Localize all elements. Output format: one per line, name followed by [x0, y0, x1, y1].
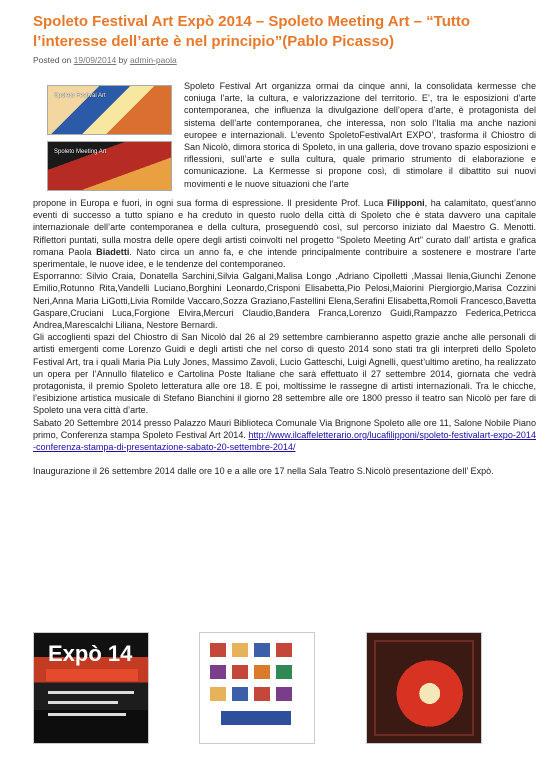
thumbnail-image-2[interactable]	[47, 141, 172, 191]
para1-bold-filipponi: Filipponi	[386, 198, 425, 208]
poster-text-line	[48, 701, 118, 704]
poster-text-line	[48, 713, 126, 716]
intro-paragraph: Spoleto Festival Art organizza ormai da cinque anni, la consolidata kermesse che coniuga l’arte, la cultura, e valorizzazione del territorio. E’, tra le esposizioni d’arte contemporanea, che influenza la divulgazione dell’opera d’arte, è protagonista del sistema dell’arte contemporanea, che interessa, non solo l’Italia ma anche nazioni europee e internazionali. L’evento SpoletoFestivalArt EXPO’, trasforma il Chiostro di San Nicolò, dimora storica di Spoleto, in una galleria, dove trovano spazio esposizioni e riflessioni, sull’arte e sulla cultura, quale primario strumento di elaborazione e comunicazione. La Kermesse si propone così, di stimolare il dibattito sui nuovi movimenti e le nuove situazioni che l’arte	[184, 81, 536, 189]
poster-title: Expò 14	[48, 641, 133, 666]
intro-thumbnails	[33, 80, 178, 197]
press-conference-paragraph	[33, 417, 536, 454]
gallery-image-painting[interactable]	[366, 632, 482, 744]
thumbnail-1-caption: Spoleto Festival Art	[54, 93, 106, 99]
image-gallery	[33, 632, 503, 744]
gallery-image-collage[interactable]	[199, 632, 315, 744]
collage-tile	[254, 665, 270, 679]
posted-on-label: Posted on	[33, 55, 72, 65]
artists-paragraph: Esporranno: Silvio Craia, Donatella Sarchini,Silvia Galgani,Malisa Longo ,Adriano Cipolletti ,Massai Ilenia,Giunchi Zenone Emilio,Rotunno Rita,Vandelli Luciano,Borghini Leonardo,Crisponi Elisabetta,Pio Pelosi,Maiorini Piergiorgio,Marisa Cozzini Neri,Anna Maria LiGotti,Livia Romilde Vaccaro,Sozza Graziano,Fastellini Elena,Serafini Elisabetta,Romoli Francesco,Bavetta Gaspare,Cruciani Luca,Forgione Elvira,Mercuri Claudio,Bandera Franca,Lorenzo Guidi,Rampazzo Federica,Petricca Andrea,Marescalchi Liliana, Nestore Bernardi.	[33, 271, 536, 331]
presidente-paragraph	[33, 197, 536, 270]
author-link[interactable]: admin-paola	[129, 55, 177, 65]
para1-bold-biadetti: Biadetti	[96, 246, 130, 257]
gallery-image-poster[interactable]	[33, 632, 149, 744]
post-title[interactable]: Spoleto Festival Art Expò 2014 – Spoleto Meeting Art – “Tutto l’interesse dell’arte è nel principio”(Pablo Picasso)	[33, 13, 471, 50]
para1-text-e: . Nato circa un anno fa, e che intende principalmente contribuire a sostenere e mostrare l’arte sperimentale, le nuove idee, e le tendenze del contemporaneo.	[33, 246, 536, 270]
collage-tile	[210, 665, 226, 679]
poster-text-line	[48, 691, 134, 694]
collage-tile	[276, 665, 292, 679]
collage-tile	[210, 687, 226, 701]
para1-text-c: , ha calamitato, quest’anno eventi di successo a tutto spiano e ha creduto in questo ruolo della città di Spoleto che è stata davvero una capitale internazionale dell’arte contemporanea e della cultura, proseguendò così, sul percorso iniziato dal Maestro G. Menotti. Riflettori puntati, sulla mostra delle opere degli artisti coinvolti nel progetto “Spoleto Meeting Art” curato dall’ artista e grafica romana Paola	[33, 198, 536, 257]
thumbnail-2-caption: Spoleto Meeting Art	[54, 149, 107, 155]
press-link[interactable]: http://www.ilcaffeletterario.org/lucafilipponi/spoleto-festivalart-expo-2014-conferenza-stampa-di-presentazione-sabato-20-settembre-2014/	[33, 429, 536, 453]
collage-tile	[254, 643, 270, 657]
collage-tile	[232, 687, 248, 701]
post-meta	[33, 55, 177, 65]
collage-tile	[210, 643, 226, 657]
collage-tile	[232, 665, 248, 679]
collage-tile	[232, 643, 248, 657]
press-conference-text: Sabato 20 Settembre 2014 presso Palazzo Mauri Biblioteca Comunale Via Brignone Spoleto alle ore 11, Salone Nobile Piano primo, Conferenza stampa Spoleto Festival Art 2014.	[33, 417, 536, 440]
collage-banner	[221, 711, 291, 725]
by-label: by	[118, 55, 128, 65]
collage-tile	[254, 687, 270, 701]
collage-tile	[276, 687, 292, 701]
closing-paragraph: Inaugurazione il 26 settembre 2014 dalle ore 10 e a alle ore 17 nella Sala Teatro S.Nicolò presentazione dell’ Expò.	[33, 466, 494, 477]
post-date-link[interactable]: 19/09/2014	[73, 55, 117, 65]
post-content	[33, 80, 536, 477]
painting-frame	[374, 640, 474, 736]
para1-text-a: propone in Europa e fuori, in ogni sua forma di espressione. Il presidente Prof. Luca	[33, 198, 387, 208]
paragraph-gap	[33, 453, 536, 465]
events-paragraph: Gli accoglienti spazi del Chiostro di San Nicolò dal 26 al 29 settembre cambieranno aspetto grazie anche alle personali di artisti emergenti come Lorenzo Guidi e degli artisti che nel corso di questo 2014 sono stati tra gli interpreti dello Spoleto Festival Art, tra i quali Maria Pia Luly Jones, Massimo Zavoli, Lucio Gatteschi, Luigi Agnelli, quest’ultimo aretino, ha realizzato un opera per l’Annullo filatelico e Cartolina Poste Italiane che sarà effettuato il 27 settembre 2014, giornata che vedrà protagonista, il premio Spoleto letteratura alle ore 18. E poi, moltissime le rassegne di artisti internazionali. Tra le chicche, l’esibizione artistica musicale di Stefano Bianchini il giorno 28 settembre alle ore 1800 presso il teatro san Nicolò per fare di Spoleto una vera città d’arte.	[33, 332, 536, 416]
collage-tile	[276, 643, 292, 657]
poster-red-band	[46, 669, 138, 681]
thumbnail-image-1[interactable]	[47, 85, 172, 135]
intro-block	[33, 80, 536, 197]
